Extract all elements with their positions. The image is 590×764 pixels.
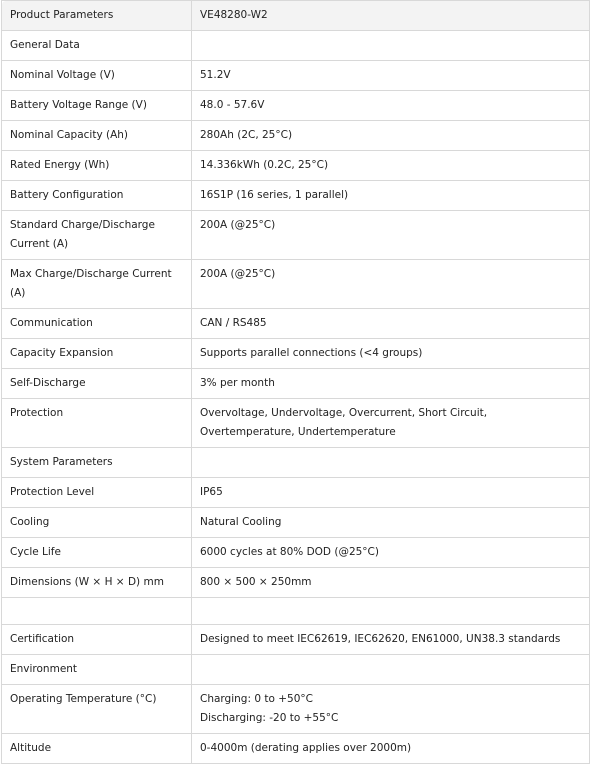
row-value: 48.0 - 57.6V [192,91,590,121]
row-label: Standard Charge/Discharge Current (A) [2,211,192,260]
row-value [192,448,590,478]
table-row [2,121,590,151]
row-label: General Data [2,31,192,61]
row-label: Rated Energy (Wh) [2,151,192,181]
row-value: 280Ah (2C, 25°C) [192,121,590,151]
table-row [2,568,590,598]
row-value [192,598,590,625]
table-row [2,508,590,538]
header-cell-parameter: Product Parameters [2,1,192,31]
row-value: 0-4000m (derating applies over 2000m) [192,734,590,764]
product-parameters-table [1,0,590,764]
row-label: Communication [2,309,192,339]
row-value: 200A (@25°C) [192,260,590,309]
row-value: 51.2V [192,61,590,91]
table-row [2,260,590,309]
row-value: Overvoltage, Undervoltage, Overcurrent, Short Circuit, Overtemperature, Undertemperature [192,399,590,448]
row-value [192,685,590,734]
table-row [2,478,590,508]
row-label: Self-Discharge [2,369,192,399]
table-row [2,211,590,260]
row-label: Environment [2,655,192,685]
row-label: Battery Configuration [2,181,192,211]
table-row [2,538,590,568]
table-row [2,91,590,121]
row-label: Cooling [2,508,192,538]
row-value: 200A (@25°C) [192,211,590,260]
row-value: Designed to meet IEC62619, IEC62620, EN61000, UN38.3 standards [192,625,590,655]
row-label: Max Charge/Discharge Current (A) [2,260,192,309]
table-row [2,448,590,478]
row-value-line: Discharging: -20 to +55°C [200,712,339,724]
table-row [2,399,590,448]
row-label: Nominal Capacity (Ah) [2,121,192,151]
row-label: Operating Temperature (°C) [2,685,192,734]
row-value: CAN / RS485 [192,309,590,339]
row-label: Altitude [2,734,192,764]
table-row [2,31,590,61]
row-value: 14.336kWh (0.2C, 25°C) [192,151,590,181]
row-value: 3% per month [192,369,590,399]
table-row [2,151,590,181]
row-label: Dimensions (W × H × D) mm [2,568,192,598]
table-row [2,655,590,685]
row-value [192,655,590,685]
table-row [2,181,590,211]
table-row [2,339,590,369]
table-row [2,61,590,91]
table-row [2,734,590,764]
row-label: Protection [2,399,192,448]
table-row [2,625,590,655]
row-label: Certification [2,625,192,655]
table-row [2,685,590,734]
row-label: Nominal Voltage (V) [2,61,192,91]
row-label: System Parameters [2,448,192,478]
row-label [2,598,192,625]
table-row [2,309,590,339]
table-row-empty [2,598,590,625]
table-header-row [2,1,590,31]
row-value: Supports parallel connections (<4 groups) [192,339,590,369]
row-value: 16S1P (16 series, 1 parallel) [192,181,590,211]
row-label: Battery Voltage Range (V) [2,91,192,121]
spec-table-container [1,0,589,764]
header-cell-model: VE48280-W2 [192,1,590,31]
row-value [192,31,590,61]
row-value-line: Charging: 0 to +50°C [200,693,313,705]
row-value: IP65 [192,478,590,508]
row-value: Natural Cooling [192,508,590,538]
row-value: 6000 cycles at 80% DOD (@25°C) [192,538,590,568]
row-label: Protection Level [2,478,192,508]
table-row [2,369,590,399]
row-label: Cycle Life [2,538,192,568]
row-value: 800 × 500 × 250mm [192,568,590,598]
row-label: Capacity Expansion [2,339,192,369]
